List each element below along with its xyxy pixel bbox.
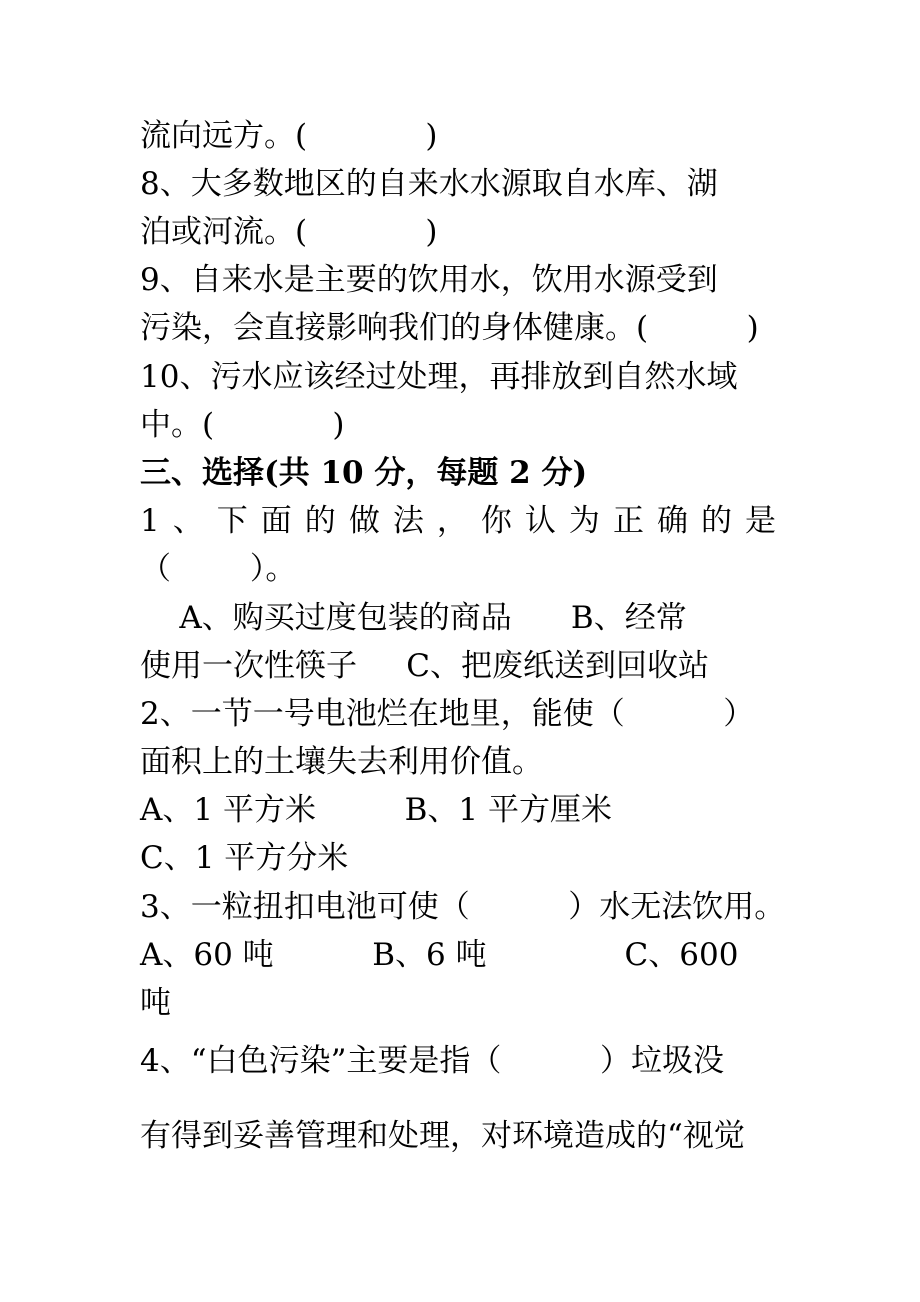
question-text: 1、下面的做法，你认为正确的是 — [140, 503, 790, 539]
options-line: 吨 — [140, 985, 171, 1021]
options-line: C、1 平方分米 — [140, 840, 349, 876]
question-text: 3、一粒扭扣电池可使（ ）水无法饮用。 — [140, 889, 786, 925]
text-line: 中。( ) — [140, 407, 345, 443]
text-line: 10、污水应该经过处理，再排放到自然水域 — [140, 359, 738, 395]
answer-blank: （ ）。 — [140, 551, 297, 587]
question-text: 有得到妥善管理和处理，对环境造成的“视觉 — [140, 1118, 745, 1154]
options-line: 使用一次性筷子 C、把废纸送到回收站 — [140, 648, 709, 684]
text-line: 污染，会直接影响我们的身体健康。( ) — [140, 310, 759, 346]
section-heading: 三、选择(共 10 分，每题 2 分) — [140, 455, 588, 491]
options-line: A、1 平方米 B、1 平方厘米 — [140, 792, 613, 828]
options-line: A、60 吨 B、6 吨 C、600 — [140, 937, 739, 973]
text-line: 8、大多数地区的自来水水源取自水库、湖 — [140, 166, 718, 202]
options-line: A、购买过度包装的商品 B、经常 — [140, 600, 687, 636]
question-text: 2、一节一号电池烂在地里，能使（ ） — [140, 696, 755, 732]
question-text: 4、“白色污染”主要是指（ ）垃圾没 — [140, 1043, 724, 1079]
text-line: 9、自来水是主要的饮用水，饮用水源受到 — [140, 262, 718, 298]
text-line: 泊或河流。( ) — [140, 214, 438, 250]
question-text: 面积上的土壤失去利用价值。 — [140, 744, 543, 780]
text-line: 流向远方。( ) — [140, 118, 438, 154]
